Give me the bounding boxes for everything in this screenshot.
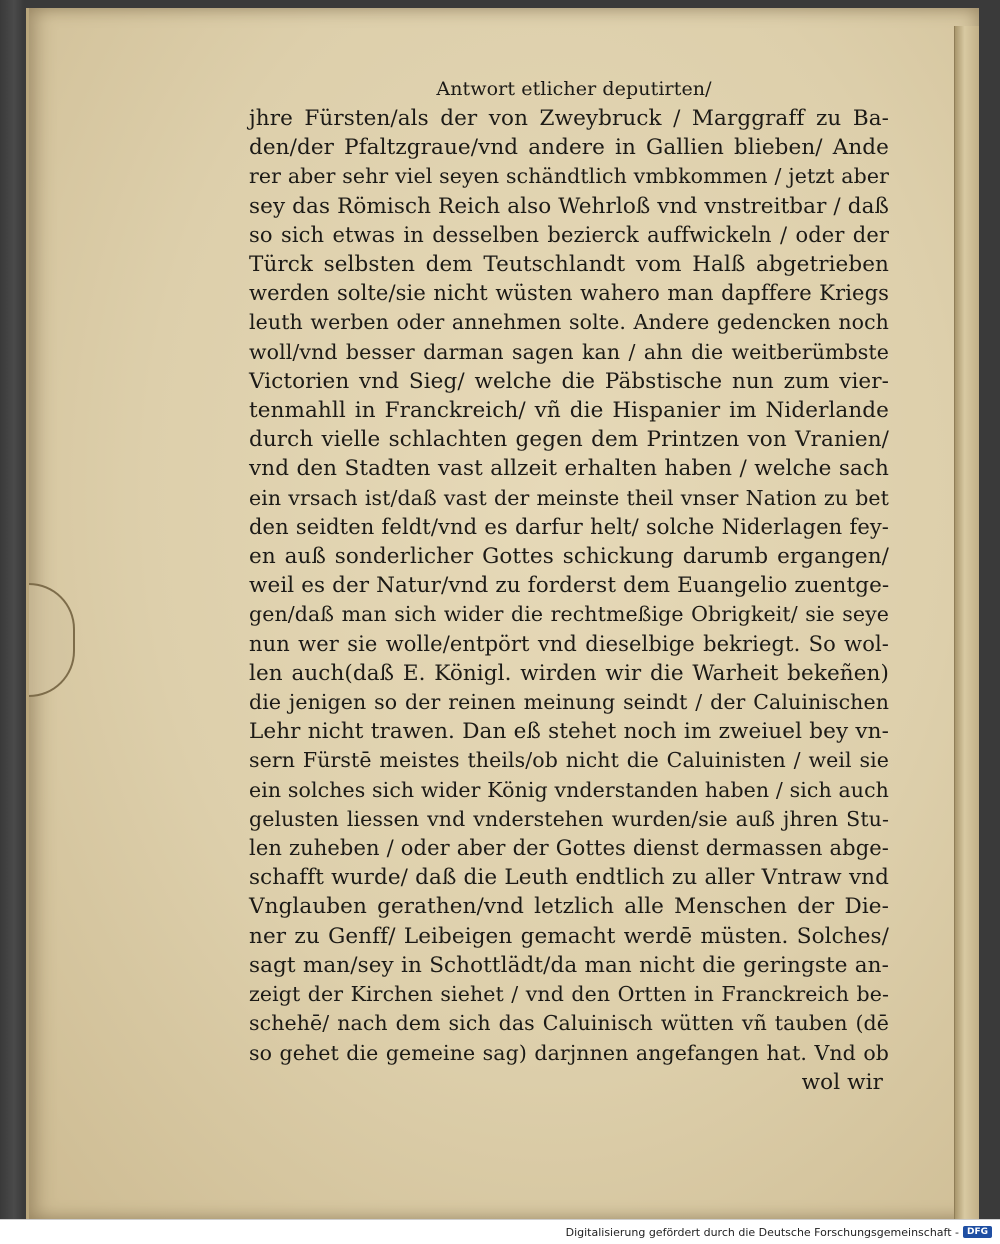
text-line: rer aber sehr viel seyen schändtlich vmbkommen / jetzt aber [249, 164, 889, 189]
text-line: leuth werben oder annehmen solte. Andere gedencken noch [249, 310, 889, 335]
text-line: so gehet die gemeine sag) darjnnen angefangen hat. Vnd ob [249, 1040, 889, 1065]
text-line: sey das Römisch Reich also Wehrloß vnd vnstreitbar / daß [249, 193, 889, 219]
page-fold-mark [29, 583, 75, 697]
text-line: durch vielle schlachten gegen dem Printzen von Vranien/ [249, 427, 889, 453]
text-line: ein vrsach ist/daß vast der meinste theil vnser Nation zu bet [249, 485, 889, 510]
text-line: gelusten liessen vnd vnderstehen wurden/sie auß jhren Stu- [249, 806, 889, 831]
footer-credit: Digitalisierung gefördert durch die Deutsche Forschungsgemeinschaft - [565, 1225, 959, 1239]
text-line: die jenigen so der reinen meinung seindt / der Caluinischen [249, 690, 889, 715]
footer-credit-bar [0, 1219, 1000, 1244]
text-line: werden solte/sie nicht wüsten wahero man dapffere Kriegs [249, 281, 889, 306]
text-line: sagt man/sey in Schottlädt/da man nicht die geringste an- [249, 952, 889, 978]
text-line: tenmahll in Franckreich/ vñ die Hispanier im Niderlande [249, 398, 889, 424]
text-line: ner zu Genff/ Leibeigen gemacht werdē müsten. Solches/ [249, 923, 889, 949]
text-line: den seidten feldt/vnd es darfur helt/ solche Niderlagen fey- [249, 514, 889, 539]
dfg-logo-icon: DFG [963, 1226, 992, 1238]
text-line: schafft wurde/ daß die Leuth endtlich zu aller Vntraw vnd [249, 865, 889, 891]
text-line: schehē/ nach dem sich das Caluinisch wütten vñ tauben (dē [249, 1011, 889, 1036]
running-head: Antwort etlicher deputirten/ [436, 78, 712, 100]
body-text [249, 104, 889, 1068]
text-block [249, 74, 889, 1097]
text-line: len auch(daß E. Königl. wirden wir die Warheit bekeñen) [249, 660, 889, 686]
text-line: len zuheben / oder aber der Gottes dienst dermassen abge- [249, 836, 889, 861]
text-line: en auß sonderlicher Gottes schickung darumb ergangen/ [249, 544, 889, 570]
text-line: Türck selbsten dem Teutschlandt vom Halß abgetrieben [249, 252, 889, 278]
text-line: weil es der Natur/vnd zu forderst dem Euangelio zuentge- [249, 573, 890, 599]
text-line: so sich etwas in desselben bezierck auffwickeln / oder der [249, 222, 889, 247]
text-line: sern Fürstē meistes theils/ob nicht die Caluinisten / weil sie [249, 748, 889, 773]
text-line: ein solches sich wider König vnderstanden haben / sich auch [249, 777, 889, 802]
catchword: wol wir [801, 1069, 883, 1095]
text-line: nun wer sie wolle/entpört vnd dieselbige bekriegt. So wol- [249, 631, 889, 656]
text-line: jhre Fürsten/als der von Zweybruck / Marggraff zu Ba- [249, 106, 889, 131]
book-page [26, 8, 979, 1220]
text-line: Vnglauben gerathen/vnd letzlich alle Menschen der Die- [249, 894, 889, 920]
text-line: gen/daß man sich wider die rechtmeßige Obrigkeit/ sie seye [249, 602, 889, 627]
text-line: zeigt der Kirchen siehet / vnd den Ortten in Franckreich be- [249, 982, 889, 1007]
text-line: Lehr nicht trawen. Dan eß stehet noch im zweiuel bey vn- [249, 719, 889, 745]
text-line: vnd den Stadten vast allzeit erhalten haben / welche sach [249, 456, 889, 482]
text-line: den/der Pfaltzgraue/vnd andere in Gallien blieben/ Ande [249, 135, 889, 161]
right-page-edge [954, 26, 979, 1226]
text-line: woll/vnd besser darman sagen kan / ahn die weitberümbste [249, 339, 889, 364]
text-line: Victorien vnd Sieg/ welche die Päbstische nun zum vier- [249, 368, 889, 394]
